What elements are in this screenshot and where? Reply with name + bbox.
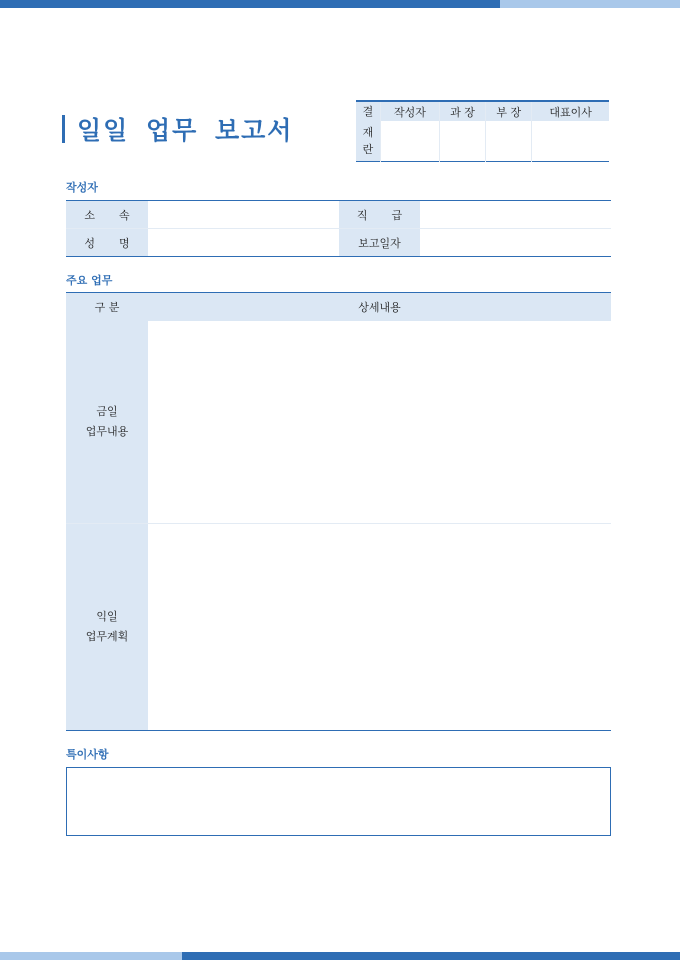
dept-field[interactable] — [148, 201, 339, 229]
category-header: 구 분 — [66, 293, 148, 322]
today-label-line2: 업무내용 — [85, 425, 129, 438]
report-date-field[interactable] — [420, 229, 611, 257]
tasks-section-heading: 주요 업무 — [66, 274, 113, 287]
top-accent-bar-light — [500, 0, 680, 8]
approval-header-director: 부 장 — [486, 101, 532, 121]
approval-label-cell — [356, 121, 381, 162]
page-title-text: 일일 업무 보고서 — [77, 116, 294, 145]
tasks-table — [66, 292, 611, 731]
today-label-line1: 금일 — [96, 405, 118, 418]
approval-sign-ceo[interactable] — [532, 121, 609, 162]
tomorrow-plan-label — [66, 524, 148, 731]
tomorrow-label-line1: 익일 — [96, 610, 118, 623]
notes-field[interactable] — [66, 767, 611, 836]
approval-sign-writer[interactable] — [381, 121, 440, 162]
position-field[interactable] — [420, 201, 611, 229]
today-tasks-field[interactable] — [148, 321, 611, 524]
writer-info-table — [66, 200, 611, 257]
approval-header-ceo: 대표이사 — [532, 101, 609, 121]
approval-header-writer: 작성자 — [381, 101, 440, 121]
tomorrow-label-line2: 업무계획 — [85, 630, 129, 643]
writer-section-heading: 작성자 — [66, 181, 98, 194]
tomorrow-plan-field[interactable] — [148, 524, 611, 731]
dept-label: 소속 — [66, 201, 148, 229]
approval-label-char: 재 — [362, 126, 374, 139]
title-accent-mark — [62, 115, 65, 143]
name-label: 성명 — [66, 229, 148, 257]
approval-sign-director[interactable] — [486, 121, 532, 162]
notes-section-heading: 특이사항 — [66, 748, 109, 761]
bottom-accent-bar-dark — [182, 952, 680, 960]
today-tasks-label — [66, 321, 148, 524]
page-title — [62, 112, 293, 146]
report-date-label: 보고일자 — [339, 229, 420, 257]
approval-table — [356, 100, 609, 162]
approval-label-char: 결 — [356, 101, 381, 121]
approval-sign-manager[interactable] — [439, 121, 485, 162]
top-accent-bar-dark — [0, 0, 500, 8]
approval-header-manager: 과 장 — [439, 101, 485, 121]
position-label: 직급 — [339, 201, 420, 229]
bottom-accent-bar-light — [0, 952, 182, 960]
name-field[interactable] — [148, 229, 339, 257]
approval-label-char: 란 — [362, 143, 374, 156]
detail-header: 상세내용 — [148, 293, 611, 322]
